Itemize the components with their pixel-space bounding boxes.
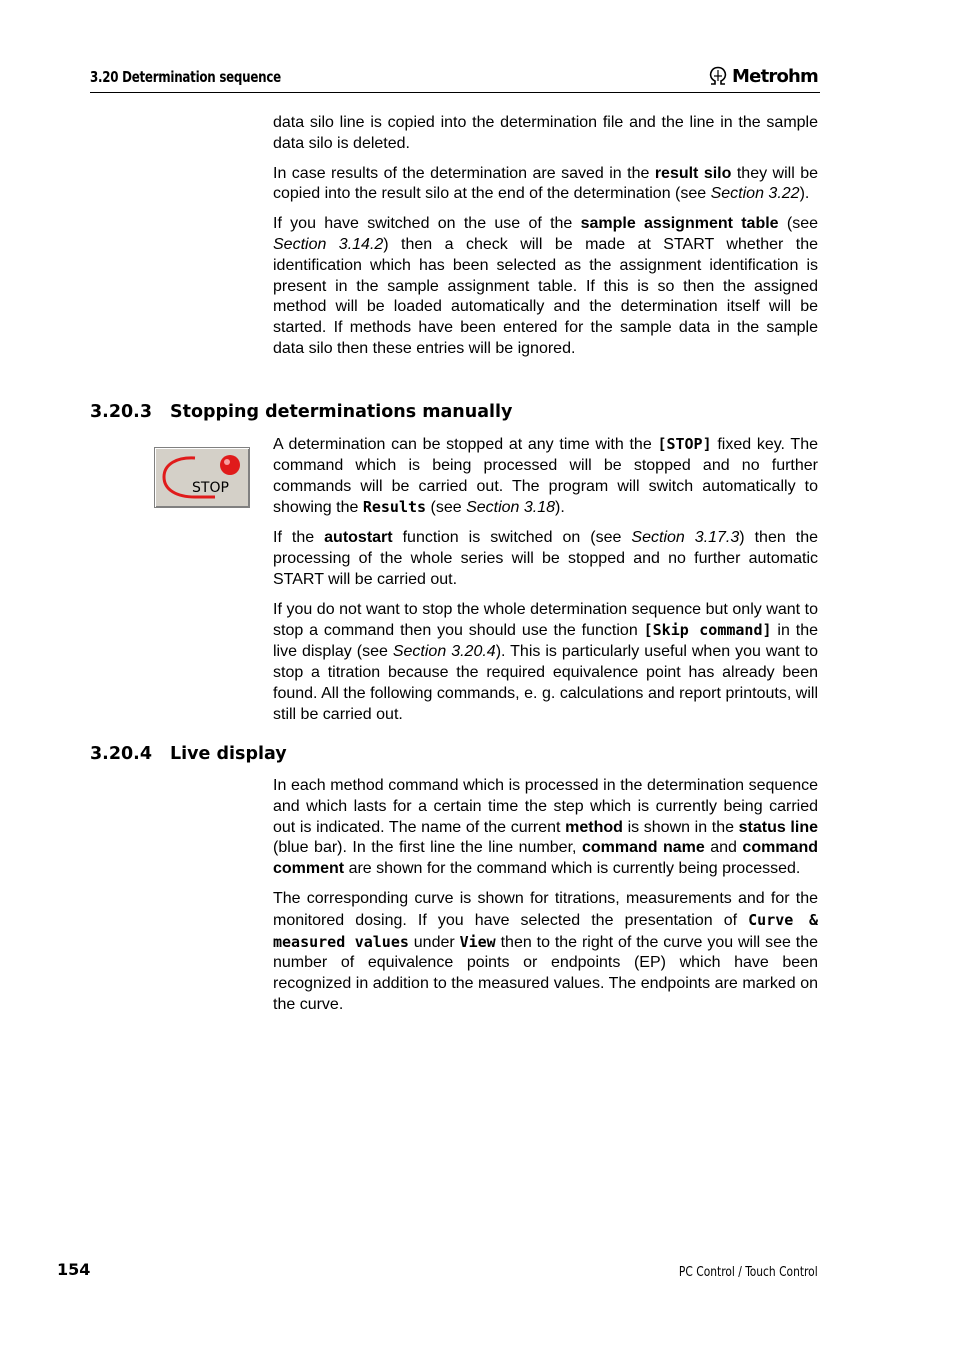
stopping-paragraph-2: If the autostart function is switched on (see Section 3.17.3) then the processing of the whole series will be stopped and no further automatic START will be carried out. bbox=[273, 529, 819, 588]
omega-logo-icon bbox=[707, 66, 729, 86]
live-paragraph-2: The corresponding curve is shown for titrations, measurements and for the monitored dosing. If you have selected the presentation of Curve & measured values under View then to the right of the curve you will see the number of equivalence points or endpoints (EP) which have been recognized in addition to the measured values. The endpoints are marked on the curve. bbox=[273, 889, 819, 1013]
stopping-text bbox=[273, 434, 818, 734]
stopping-paragraph-1: A determination can be stopped at any time with the [STOP] fixed key. The command which is being processed will be stopped and no further commands will be carried out. The program will switch automatically to showing the Results (see Section 3.18). bbox=[273, 435, 818, 517]
live-display-text bbox=[273, 776, 818, 1025]
stop-icon bbox=[155, 448, 249, 507]
document-title: PC Control / Touch Control bbox=[679, 1264, 818, 1280]
running-section-title: 3.20 Determination sequence bbox=[90, 68, 281, 86]
intro-paragraph-2: In case results of the determination are saved in the result silo they will be copied into the result silo at the end of the determination (see Section 3.22). bbox=[273, 164, 819, 203]
brand-name: Metrohm bbox=[732, 65, 818, 87]
intro-paragraph-3: If you have switched on the use of the sample assignment table (see Section 3.14.2) then a check will be made at START whether the identification which has been selected as the assignment identification is present in the sample assignment table. If this is so then the assigned method will be loaded automatically and the determination itself will be started. If methods have been entered for the sample data in the sample data silo then these entries will be ignored. bbox=[273, 215, 819, 357]
metrohm-logo bbox=[707, 64, 818, 88]
intro-text bbox=[273, 113, 818, 369]
page-number: 154 bbox=[57, 1260, 91, 1279]
stop-button-label: STOP bbox=[192, 480, 229, 496]
section-heading-stopping: 3.20.3 Stopping determinations manually bbox=[90, 402, 513, 422]
section-heading-live-display: 3.20.4 Live display bbox=[90, 744, 287, 764]
live-paragraph-1: In each method command which is processed in the determination sequence and which lasts for a certain time the step which is currently being carried out is indicated. The name of the current method is shown in the status line (blue bar). In the first line the line number, command name and command comment are shown for the command which is currently being processed. bbox=[273, 777, 818, 878]
stop-button[interactable] bbox=[154, 447, 250, 508]
stopping-paragraph-3: If you do not want to stop the whole determination sequence but only want to stop a command then you should use the function [Skip command] in the live display (see Section 3.20.4). This is particularly useful when you want to stop a titration because the required equivalence point has already been found. All the following commands, e. g. calculations and report printouts, will still be carried out. bbox=[273, 600, 819, 723]
page-header bbox=[90, 62, 820, 93]
intro-paragraph-1: data silo line is copied into the determination file and the line in the sample data silo is deleted. bbox=[273, 114, 818, 152]
